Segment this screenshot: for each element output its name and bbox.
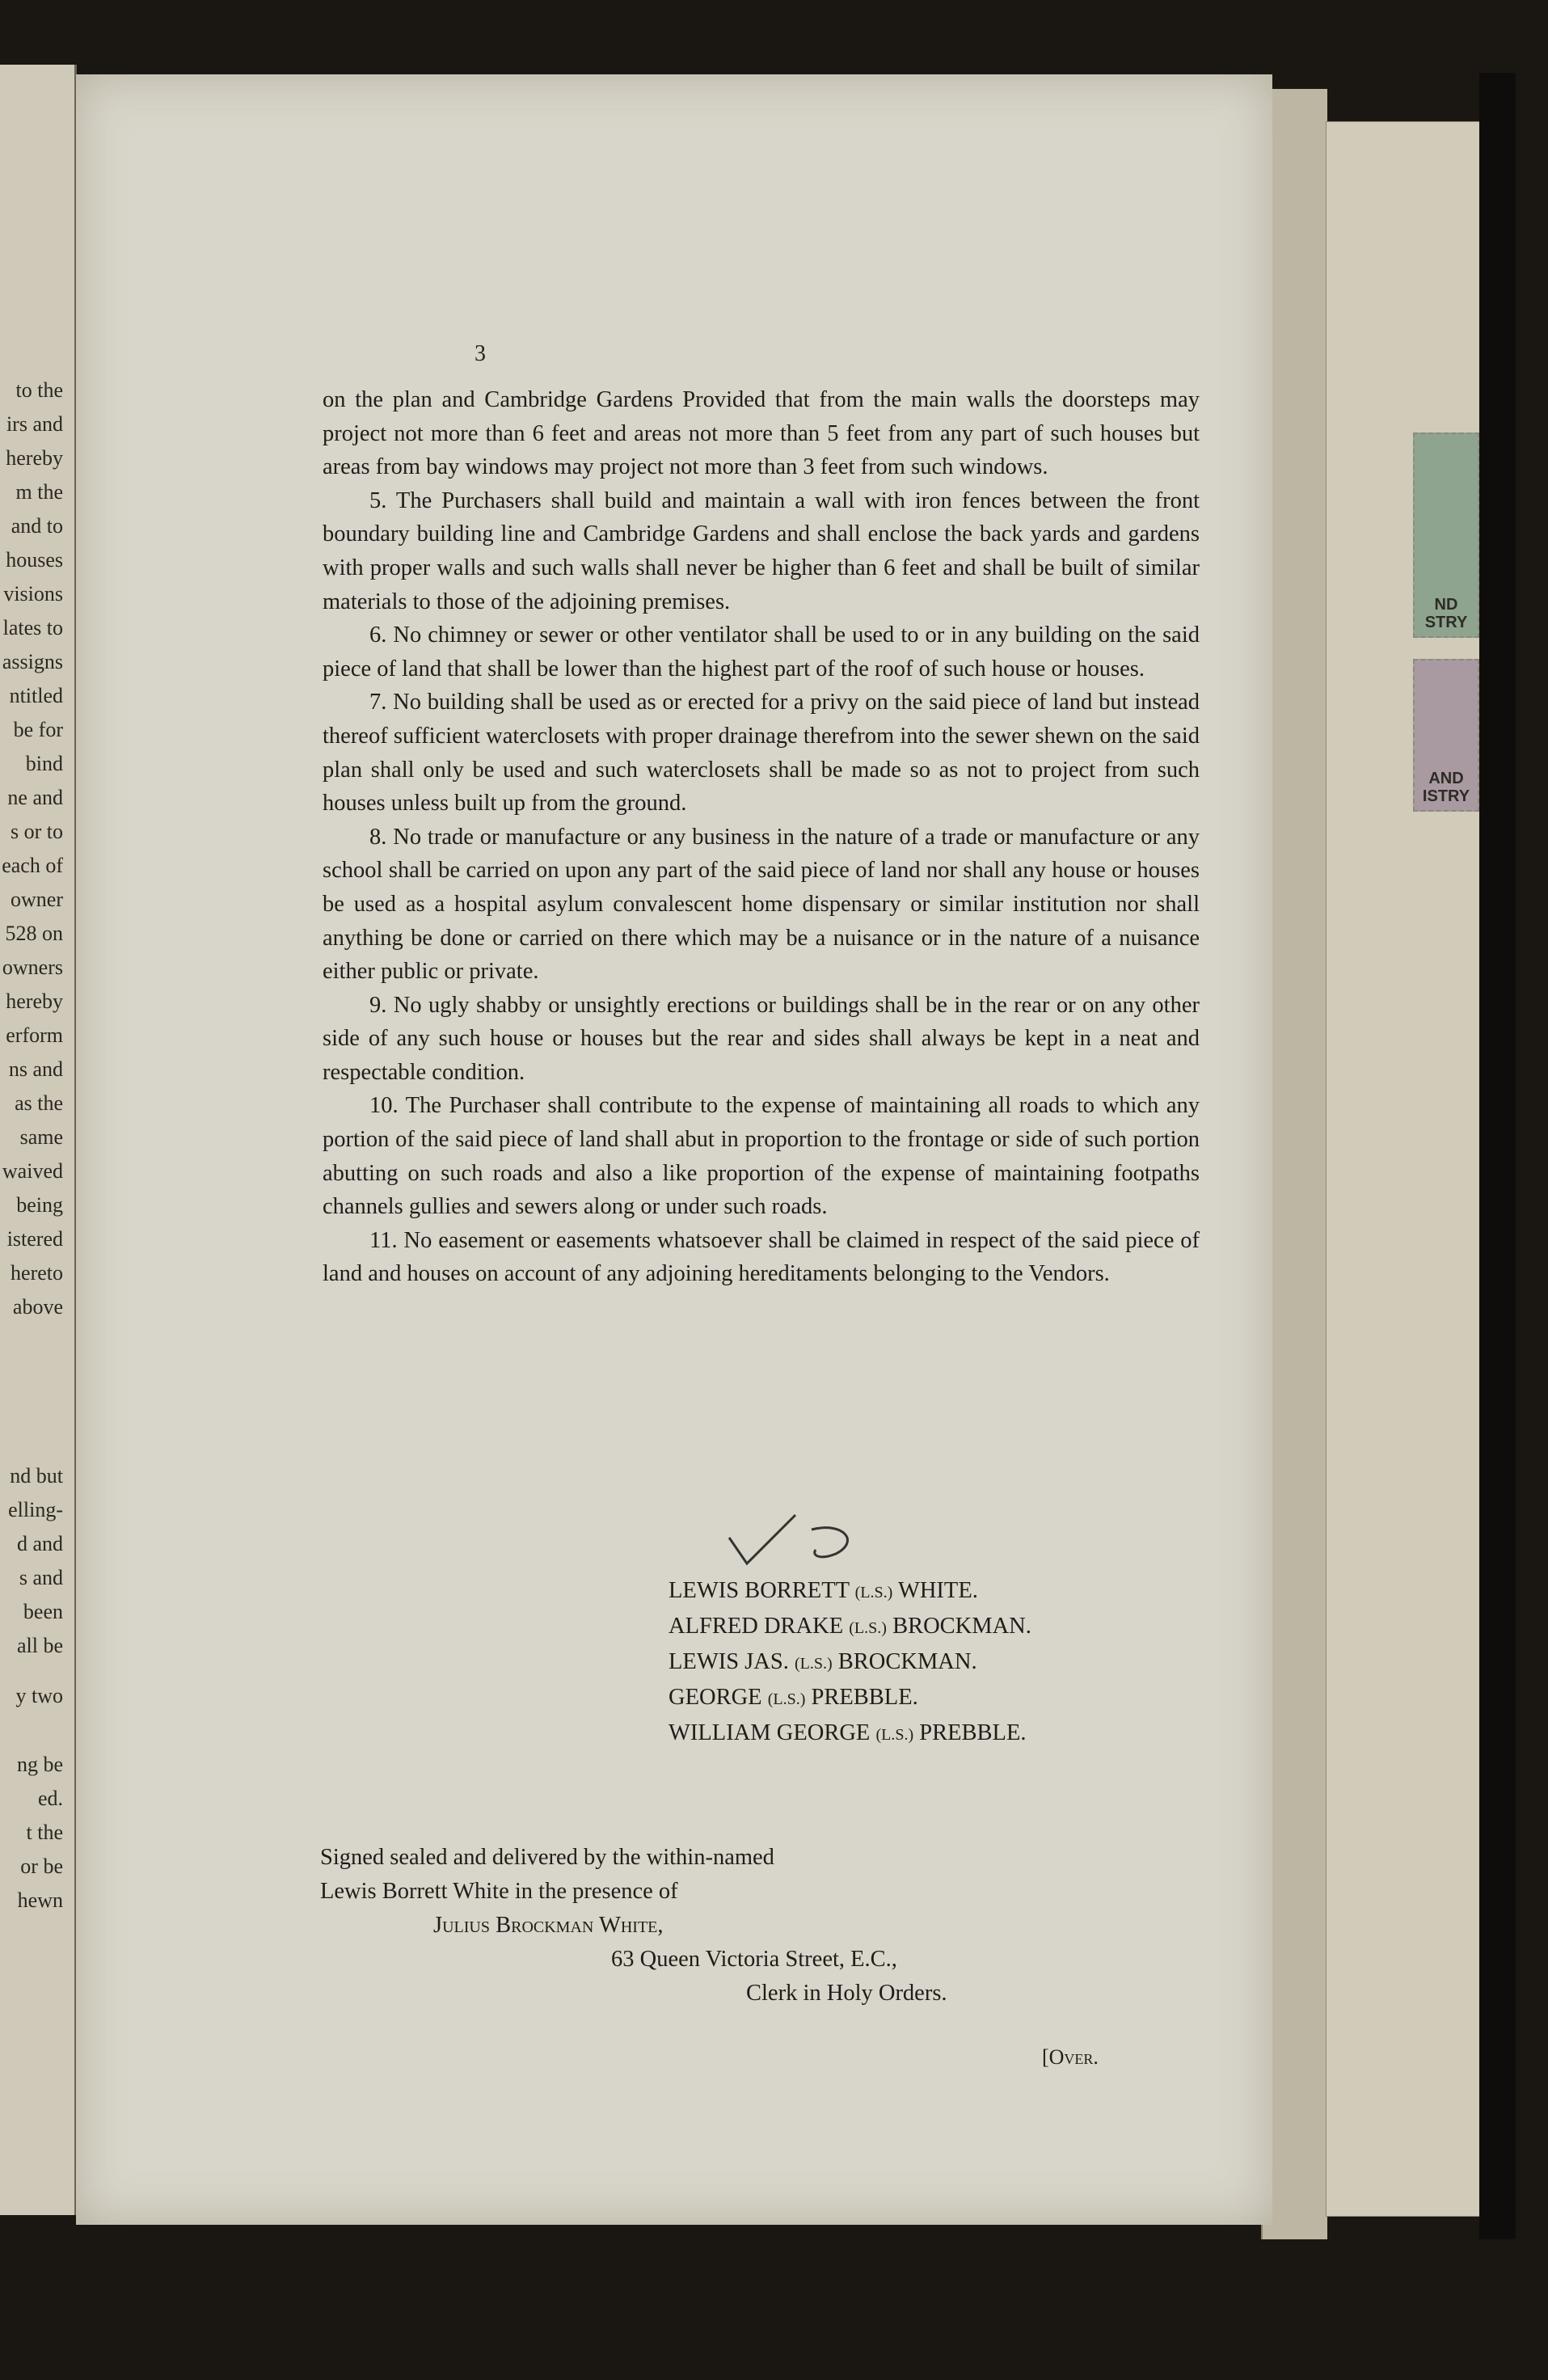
handwritten-tick-mark [723, 1505, 868, 1570]
left-page-fragment: ng be [16, 1753, 63, 1776]
stamp-label: AND ISTRY [1422, 770, 1470, 805]
signatory-line: LEWIS JAS. (L.S.) BROCKMAN. [669, 1649, 977, 1674]
left-page-fragment: 528 on [5, 922, 63, 945]
left-page-fragment: hereby [6, 990, 63, 1013]
left-page-fragment: elling- [8, 1498, 63, 1521]
witness-name: Julius Brockman White, [433, 1913, 664, 1938]
left-page-fragment: assigns [2, 650, 63, 673]
left-page-fragment: same [19, 1125, 63, 1149]
left-page-fragment: been [23, 1600, 63, 1623]
clause-9: 9. No ugly shabby or unsightly erections or buildings shall be in the rear or on any other side of any such house or houses but the rear and sides shall always be kept in a neat and respectable condition. [323, 992, 1200, 1085]
witness-line-2: Lewis Borrett White in the presence of [320, 1879, 678, 1904]
left-page-fragment: m the [15, 480, 63, 504]
left-page-fragment: all be [16, 1634, 63, 1657]
revenue-stamp-green [1413, 433, 1479, 638]
left-page-fragment: visions [3, 582, 63, 606]
catchword-over: [Over. [1042, 2045, 1099, 2069]
binding-edge [1479, 73, 1516, 2239]
left-page-fragment: above [12, 1295, 63, 1319]
clause-5: 5. The Purchasers shall build and maintain a wall with iron fences between the front boundary building line and Cambridge Gardens and shall enclose the back yards and gardens with proper walls and such walls shall never be higher than 6 feet and shall be built of similar materials to those of the adjoining premises. [323, 487, 1200, 614]
signatory-line: WILLIAM GEORGE (L.S.) PREBBLE. [669, 1720, 1027, 1745]
left-page-fragment: d and [16, 1532, 63, 1555]
left-page-fragment: ed. [37, 1787, 63, 1810]
left-page-fragment: erform [6, 1023, 63, 1047]
signatory-line: LEWIS BORRETT (L.S.) WHITE. [669, 1578, 978, 1603]
left-page-fragment: y two [15, 1684, 63, 1707]
document-page [76, 74, 1272, 2225]
witness-title: Clerk in Holy Orders. [746, 1981, 947, 2006]
witness-block [320, 1841, 947, 2011]
left-page-fragment: be for [13, 718, 63, 741]
signatory-line: GEORGE (L.S.) PREBBLE. [669, 1685, 918, 1710]
witness-address: 63 Queen Victoria Street, E.C., [611, 1947, 897, 1972]
clause-10: 10. The Purchaser shall contribute to the expense of maintaining all roads to which any portion of the said piece of land shall abut in proportion to the frontage or side of such portion abutting on such roads and also a like proportion of the expense of maintaining footpaths channels gullies and sewers along or under such roads. [323, 1093, 1200, 1220]
stamp-label: ND STRY [1424, 596, 1468, 631]
left-page-fragment: hewn [17, 1888, 63, 1912]
left-page-fragment: owner [11, 888, 63, 911]
left-page-fragment: ntitled [9, 684, 63, 707]
left-page-fragment: houses [6, 548, 63, 572]
left-page-fragment: to the [15, 378, 63, 402]
page-number: 3 [475, 341, 486, 366]
revenue-stamp-mauve [1413, 659, 1479, 812]
clause-8: 8. No trade or manufacture or any business in the nature of a trade or manufacture or any school shall be carried on upon any part of the said piece of land nor shall any house or houses be used as a hospital asylum convalescent home dispensary or similar institution nor shall anything be done or carried on there which may be a nuisance or in the nature of a nuisance either public or private. [323, 824, 1200, 985]
left-page-fragment: as the [15, 1091, 63, 1115]
witness-line-1: Signed sealed and delivered by the within-named [320, 1845, 774, 1870]
left-page-fragment: lates to [2, 616, 63, 639]
clause-11: 11. No easement or easements whatsoever shall be claimed in respect of the said piece of land and houses on account of any adjoining hereditaments belonging to the Vendors. [323, 1227, 1200, 1287]
clause-7: 7. No building shall be used as or erected for a privy on the said piece of land but instead thereof sufficient waterclosets with proper drainage therefrom into the sewer shewn on the said plan shall only be used and such waterclosets shall be made so as not to project from such houses unless built up from the ground. [323, 690, 1200, 817]
left-page-fragment: and to [11, 514, 63, 538]
intro-paragraph: on the plan and Cambridge Gardens Provided that from the main walls the doorsteps may project not more than 6 feet and areas not more than 5 feet from any part of such houses but areas from bay windows may project not more than 3 feet from such windows. [323, 387, 1200, 480]
left-page-fragment: waived [2, 1159, 63, 1183]
left-page-fragment: s or to [11, 820, 63, 843]
left-page-fragment: ne and [7, 786, 63, 809]
left-page-fragment: nd but [10, 1464, 63, 1488]
left-page-fragment: irs and [6, 412, 63, 436]
signatory-line: ALFRED DRAKE (L.S.) BROCKMAN. [669, 1614, 1031, 1639]
left-page-fragment: ns and [8, 1057, 63, 1081]
left-page-fragment: or be [20, 1855, 63, 1878]
left-facing-page [0, 65, 77, 2215]
left-page-fragment: hereby [6, 446, 63, 470]
left-page-fragment: t the [26, 1821, 63, 1844]
left-page-fragment: bind [25, 752, 63, 775]
left-page-fragment: hereto [11, 1261, 63, 1285]
clause-6: 6. No chimney or sewer or other ventilator shall be used to or in any building on the said piece of land that shall be lower than the highest part of the roof of such house or houses. [323, 622, 1200, 682]
left-page-fragment: being [16, 1193, 63, 1217]
left-page-fragment: each of [2, 854, 63, 877]
clauses-body [323, 383, 1200, 1291]
signatories-block [669, 1574, 1031, 1752]
left-page-fragment: istered [6, 1227, 63, 1251]
left-page-fragment: s and [19, 1566, 63, 1589]
left-page-fragment: owners [2, 956, 63, 979]
